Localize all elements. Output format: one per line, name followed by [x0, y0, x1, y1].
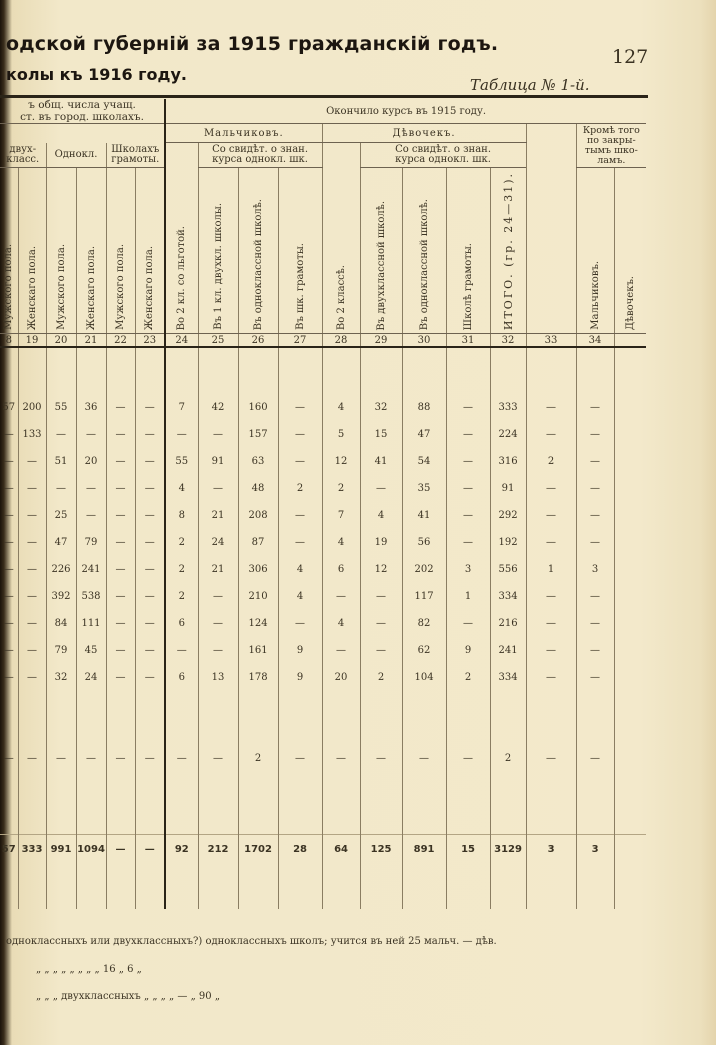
table-cell: — — [3, 429, 14, 441]
table-cell: 45 — [76, 637, 106, 664]
table-cell: 226 — [46, 556, 76, 583]
table-cell: — — [76, 475, 106, 502]
table-cell: — — [165, 745, 198, 772]
table-cell: — — [3, 456, 14, 468]
table-cell: — — [576, 745, 614, 772]
table-cell: — — [198, 637, 238, 664]
table-cell: 9 — [278, 637, 322, 664]
table-cell: 2 — [490, 745, 526, 772]
table-cell: — — [278, 394, 322, 421]
table-cell: — — [76, 745, 106, 772]
table-cell: — — [576, 502, 614, 529]
table-cell: 47 — [46, 529, 76, 556]
table-cell: — — [46, 475, 76, 502]
table-cell: 117 — [402, 583, 446, 610]
table-cell: — — [135, 421, 165, 448]
table-cell: — — [165, 637, 198, 664]
table-cell: — — [526, 394, 576, 421]
table-cell: — — [106, 583, 135, 610]
table-cell: 1702 — [238, 834, 278, 865]
table-cell: — — [576, 475, 614, 502]
table-cell: 15 — [446, 834, 490, 865]
table-cell: 334 — [490, 583, 526, 610]
table-cell — [614, 421, 646, 448]
table-cell: 2 — [526, 448, 576, 475]
table-cell — [614, 394, 646, 421]
footnote-line-2: „ „ „ „ „ „ „ „ 16 „ 6 „ — [36, 964, 142, 975]
table-cell: 24 — [76, 664, 106, 691]
table-cell: 4 — [278, 556, 322, 583]
table-cell: 208 — [238, 502, 278, 529]
table-cell: — — [106, 529, 135, 556]
table-cell — [614, 637, 646, 664]
page-number: 127 — [612, 46, 649, 68]
table-cell: — — [18, 529, 46, 556]
table-cell: — — [360, 583, 402, 610]
table-cell: — — [198, 583, 238, 610]
table-cell: — — [46, 421, 76, 448]
table-cell — [614, 556, 646, 583]
table-cell: 57 — [0, 834, 18, 865]
table-cell: — — [526, 529, 576, 556]
table-cell: — — [135, 583, 165, 610]
table-cell: — — [18, 556, 46, 583]
table-cell: 4 — [322, 610, 360, 637]
table-cell: 6 — [165, 664, 198, 691]
table-cell: — — [106, 448, 135, 475]
table-cell: 7 — [322, 502, 360, 529]
table-cell: 32 — [360, 394, 402, 421]
table-row — [0, 610, 646, 637]
table-cell: 62 — [402, 637, 446, 664]
table-row — [0, 637, 646, 664]
group-finished-label: Окончило курсъ въ 1915 году. — [165, 99, 646, 124]
table-cell: 20 — [322, 664, 360, 691]
table-cell: 200 — [18, 394, 46, 421]
table-row — [0, 664, 646, 691]
footnote-line-3: „ „ „ двухклассныхъ „ „ „ „ — „ 90 „ — [36, 991, 221, 1002]
table-cell: — — [46, 745, 76, 772]
table-cell: 212 — [198, 834, 238, 865]
table-cell: — — [18, 664, 46, 691]
table-cell: 12 — [322, 448, 360, 475]
girls-certificate-label: Со свидѣт. о знан. курса однокл. шк. — [360, 143, 526, 168]
table-cell: 1 — [526, 556, 576, 583]
table-cell: — — [106, 556, 135, 583]
table-cell: — — [106, 637, 135, 664]
table-cell: 91 — [198, 448, 238, 475]
table-cell: 57 — [2, 402, 16, 414]
table-cell: 28 — [278, 834, 322, 865]
table-row — [0, 556, 646, 583]
table-cell: 2 — [322, 475, 360, 502]
table-cell: 63 — [238, 448, 278, 475]
table-cell: 7 — [165, 394, 198, 421]
table-cell: 51 — [46, 448, 76, 475]
table-cell: 9 — [278, 664, 322, 691]
page-subtitle: колы къ 1916 году. — [6, 65, 187, 84]
table-cell: 178 — [238, 664, 278, 691]
table-label: Таблица № 1-й. — [470, 76, 590, 94]
table-cell: — — [526, 637, 576, 664]
table-cell: — — [106, 834, 135, 865]
table-cell: — — [135, 745, 165, 772]
table-cell: 2 — [360, 664, 402, 691]
table-cell: 55 — [46, 394, 76, 421]
table-cell — [614, 583, 646, 610]
two-class-label: двух- класс. — [0, 143, 46, 168]
header-row-2 — [0, 124, 646, 143]
table-cell: 6 — [165, 610, 198, 637]
table-cell: 224 — [490, 421, 526, 448]
table-cell: 292 — [490, 502, 526, 529]
table-cell: — — [576, 394, 614, 421]
table-cell: — — [3, 537, 14, 549]
table-cell: — — [76, 421, 106, 448]
table-cell: 15 — [360, 421, 402, 448]
table-cell: — — [198, 421, 238, 448]
table-cell: — — [18, 583, 46, 610]
table-cell: — — [446, 394, 490, 421]
table-cell: 333 — [490, 394, 526, 421]
table-cell: 316 — [490, 448, 526, 475]
table-cell: — — [526, 745, 576, 772]
table-cell: 41 — [360, 448, 402, 475]
table-cell: 92 — [165, 834, 198, 865]
table-cell — [614, 610, 646, 637]
table-cell: — — [106, 394, 135, 421]
table-cell: 991 — [46, 834, 76, 865]
closed-schools-label: Кромѣ того по закры- тымъ шко- ламъ. — [576, 124, 646, 168]
header-row-1 — [0, 99, 646, 124]
table-cell: — — [526, 502, 576, 529]
table-cell: — — [106, 421, 135, 448]
table-cell: 13 — [198, 664, 238, 691]
table-cell: — — [278, 421, 322, 448]
table-cell: 125 — [360, 834, 402, 865]
table-cell: 6 — [322, 556, 360, 583]
table-cell: 91 — [490, 475, 526, 502]
table-row — [0, 421, 646, 448]
table-cell: — — [576, 637, 614, 664]
table-cell: — — [106, 745, 135, 772]
table-cell: 891 — [402, 834, 446, 865]
table-cell: 4 — [360, 502, 402, 529]
dash-row — [0, 745, 646, 772]
table-cell: 333 — [18, 834, 46, 865]
table-cell: 55 — [165, 448, 198, 475]
table-cell — [614, 448, 646, 475]
table-cell: — — [278, 502, 322, 529]
table-cell: — — [322, 745, 360, 772]
table-cell: 4 — [165, 475, 198, 502]
table-cell: — — [198, 475, 238, 502]
table-row — [0, 745, 646, 772]
table-cell: 334 — [490, 664, 526, 691]
table-cell: — — [106, 502, 135, 529]
table-cell: 4 — [322, 529, 360, 556]
table-cell: 192 — [490, 529, 526, 556]
table-cell: — — [576, 583, 614, 610]
table-cell: 124 — [238, 610, 278, 637]
page-title: одской губерній за 1915 гражданскій годъ. — [6, 33, 499, 55]
table-cell: — — [576, 421, 614, 448]
table-cell: — — [446, 529, 490, 556]
table-cell: 306 — [238, 556, 278, 583]
table-cell: 79 — [46, 637, 76, 664]
table-cell: — — [3, 483, 14, 495]
table-cell: — — [526, 664, 576, 691]
girls-label: Дѣвочекъ. — [322, 124, 526, 143]
statistics-table — [0, 99, 646, 909]
table-cell: — — [106, 475, 135, 502]
table-cell: — — [278, 529, 322, 556]
table-cell: — — [576, 448, 614, 475]
table-cell: 79 — [76, 529, 106, 556]
table-cell: 20 — [76, 448, 106, 475]
table-cell: 5 — [322, 421, 360, 448]
table-cell: 3 — [446, 556, 490, 583]
table-cell: 24 — [198, 529, 238, 556]
table-cell: — — [446, 745, 490, 772]
table-cell: — — [526, 475, 576, 502]
table-cell: 8 — [165, 502, 198, 529]
table-cell: 556 — [490, 556, 526, 583]
table-cell: — — [18, 502, 46, 529]
table-cell: — — [135, 637, 165, 664]
table-cell: — — [446, 421, 490, 448]
table-cell: 111 — [76, 610, 106, 637]
totals-row — [0, 834, 646, 865]
table-cell: — — [576, 664, 614, 691]
table-cell: 4 — [322, 394, 360, 421]
literacy-schools-label: Школахъ грамоты. — [106, 143, 165, 168]
table-cell: — — [446, 475, 490, 502]
table-cell: 1 — [446, 583, 490, 610]
footnote-line-1: одноклассныхъ или двухклассныхъ?) одноклассныхъ школъ; учится въ ней 25 мальч. — дѣв. — [6, 936, 497, 947]
table-cell: — — [360, 475, 402, 502]
table-row — [0, 475, 646, 502]
table-cell: — — [3, 672, 14, 684]
table-cell: 216 — [490, 610, 526, 637]
table-cell: — — [3, 645, 14, 657]
table-cell: — — [360, 637, 402, 664]
table-cell: 210 — [238, 583, 278, 610]
table-cell: — — [135, 475, 165, 502]
table-cell: 241 — [490, 637, 526, 664]
table-cell: 2 — [165, 583, 198, 610]
table-cell: 9 — [446, 637, 490, 664]
table-cell: — — [576, 610, 614, 637]
table-cell: — — [76, 502, 106, 529]
table-cell: 36 — [76, 394, 106, 421]
table-cell: — — [106, 664, 135, 691]
column-number-row: 8 19 20 21 22 23 24 25 26 27 28 29 30 31 32 33 34 — [0, 334, 646, 348]
table-row — [0, 502, 646, 529]
table-cell: 19 — [360, 529, 402, 556]
table-cell: — — [3, 753, 14, 765]
table-cell: — — [18, 475, 46, 502]
table-cell: 41 — [402, 502, 446, 529]
table-cell: 241 — [76, 556, 106, 583]
table-cell: 82 — [402, 610, 446, 637]
table-cell: — — [278, 448, 322, 475]
header-row-vertical: Мужского пола. Женскаго пола. Мужского пола. Женскаго пола. Мужского пола. Женскаго пола. Во 2 кл. со льготой. Въ 1 кл. двухкл. школы. Въ одноклассной школѣ. Въ шк. грамоты. Во 2 классѣ. Въ двухклассной школѣ. Въ одноклассной школѣ. Школѣ грамоты. ИТОГО. (гр. 24—31). Мальчиковъ. Дѣвочекъ. — [0, 168, 646, 334]
table-cell: 42 — [198, 394, 238, 421]
table-cell: 2 — [446, 664, 490, 691]
table-cell: — — [3, 564, 14, 576]
table-cell: 3 — [526, 834, 576, 865]
table-cell: 88 — [402, 394, 446, 421]
table-cell — [614, 745, 646, 772]
table-cell: 2 — [238, 745, 278, 772]
table-cell: 25 — [46, 502, 76, 529]
table-cell: — — [322, 637, 360, 664]
table-cell — [614, 664, 646, 691]
table-cell: 12 — [360, 556, 402, 583]
table-cell: 32 — [46, 664, 76, 691]
header-rule — [0, 95, 648, 98]
table-cell: — — [135, 556, 165, 583]
table-cell: — — [198, 610, 238, 637]
table-cell: — — [135, 610, 165, 637]
table-row — [0, 394, 646, 421]
table-cell: 48 — [238, 475, 278, 502]
group-total-label: ъ общ. числа учащ. ст. въ город. школахъ. — [0, 99, 165, 124]
one-class-label: Однокл. — [46, 143, 106, 168]
table-cell: — — [18, 637, 46, 664]
table-cell: — — [446, 610, 490, 637]
table-cell: — — [198, 745, 238, 772]
table-cell: 64 — [322, 834, 360, 865]
table-row — [0, 583, 646, 610]
table-cell: — — [360, 745, 402, 772]
table-cell: 84 — [46, 610, 76, 637]
table-cell: 133 — [18, 421, 46, 448]
table-cell: — — [135, 502, 165, 529]
data-rows — [0, 394, 646, 691]
table-cell: 161 — [238, 637, 278, 664]
totals-row — [0, 834, 646, 865]
table-cell — [614, 475, 646, 502]
boys-label: Мальчиковъ. — [165, 124, 322, 143]
table-cell: — — [402, 745, 446, 772]
table-cell: — — [278, 745, 322, 772]
table-cell: — — [135, 529, 165, 556]
table-cell: 47 — [402, 421, 446, 448]
table-row — [0, 448, 646, 475]
table-cell: — — [135, 664, 165, 691]
table-cell — [614, 502, 646, 529]
table-cell: 3 — [576, 556, 614, 583]
table-cell: 3 — [576, 834, 614, 865]
table-cell: — — [135, 394, 165, 421]
table-cell: — — [360, 610, 402, 637]
table-cell: — — [106, 610, 135, 637]
table-cell: — — [3, 510, 14, 522]
table-cell: 2 — [278, 475, 322, 502]
table-cell: 157 — [238, 421, 278, 448]
table-cell: — — [526, 583, 576, 610]
table-cell: — — [18, 745, 46, 772]
table-cell: — — [526, 421, 576, 448]
table-cell: — — [576, 529, 614, 556]
table-cell: 87 — [238, 529, 278, 556]
table-cell: 3129 — [490, 834, 526, 865]
table-row — [0, 529, 646, 556]
table-cell: 202 — [402, 556, 446, 583]
table-cell: 21 — [198, 556, 238, 583]
table-cell: 1094 — [76, 834, 106, 865]
table-cell: — — [446, 502, 490, 529]
table-cell: — — [18, 448, 46, 475]
table-cell: — — [18, 610, 46, 637]
table-cell: 54 — [402, 448, 446, 475]
table-cell: — — [278, 610, 322, 637]
boys-certificate-label: Со свидѣт. о знан. курса однокл. шк. — [198, 143, 322, 168]
table-cell: — — [135, 448, 165, 475]
table-cell: — — [3, 591, 14, 603]
table-cell: 21 — [198, 502, 238, 529]
table-cell: 392 — [46, 583, 76, 610]
table-cell: — — [322, 583, 360, 610]
table-cell: 35 — [402, 475, 446, 502]
table-cell: — — [526, 610, 576, 637]
table-cell: 160 — [238, 394, 278, 421]
table-cell: — — [135, 834, 165, 865]
table-cell: 2 — [165, 556, 198, 583]
table-cell: 56 — [402, 529, 446, 556]
table-cell: 2 — [165, 529, 198, 556]
table-cell: — — [165, 421, 198, 448]
table-cell: — — [446, 448, 490, 475]
table-cell: — — [3, 618, 14, 630]
table-cell: 4 — [278, 583, 322, 610]
table-cell — [614, 834, 646, 865]
table-cell — [614, 529, 646, 556]
table-cell: 538 — [76, 583, 106, 610]
table-cell: 104 — [402, 664, 446, 691]
